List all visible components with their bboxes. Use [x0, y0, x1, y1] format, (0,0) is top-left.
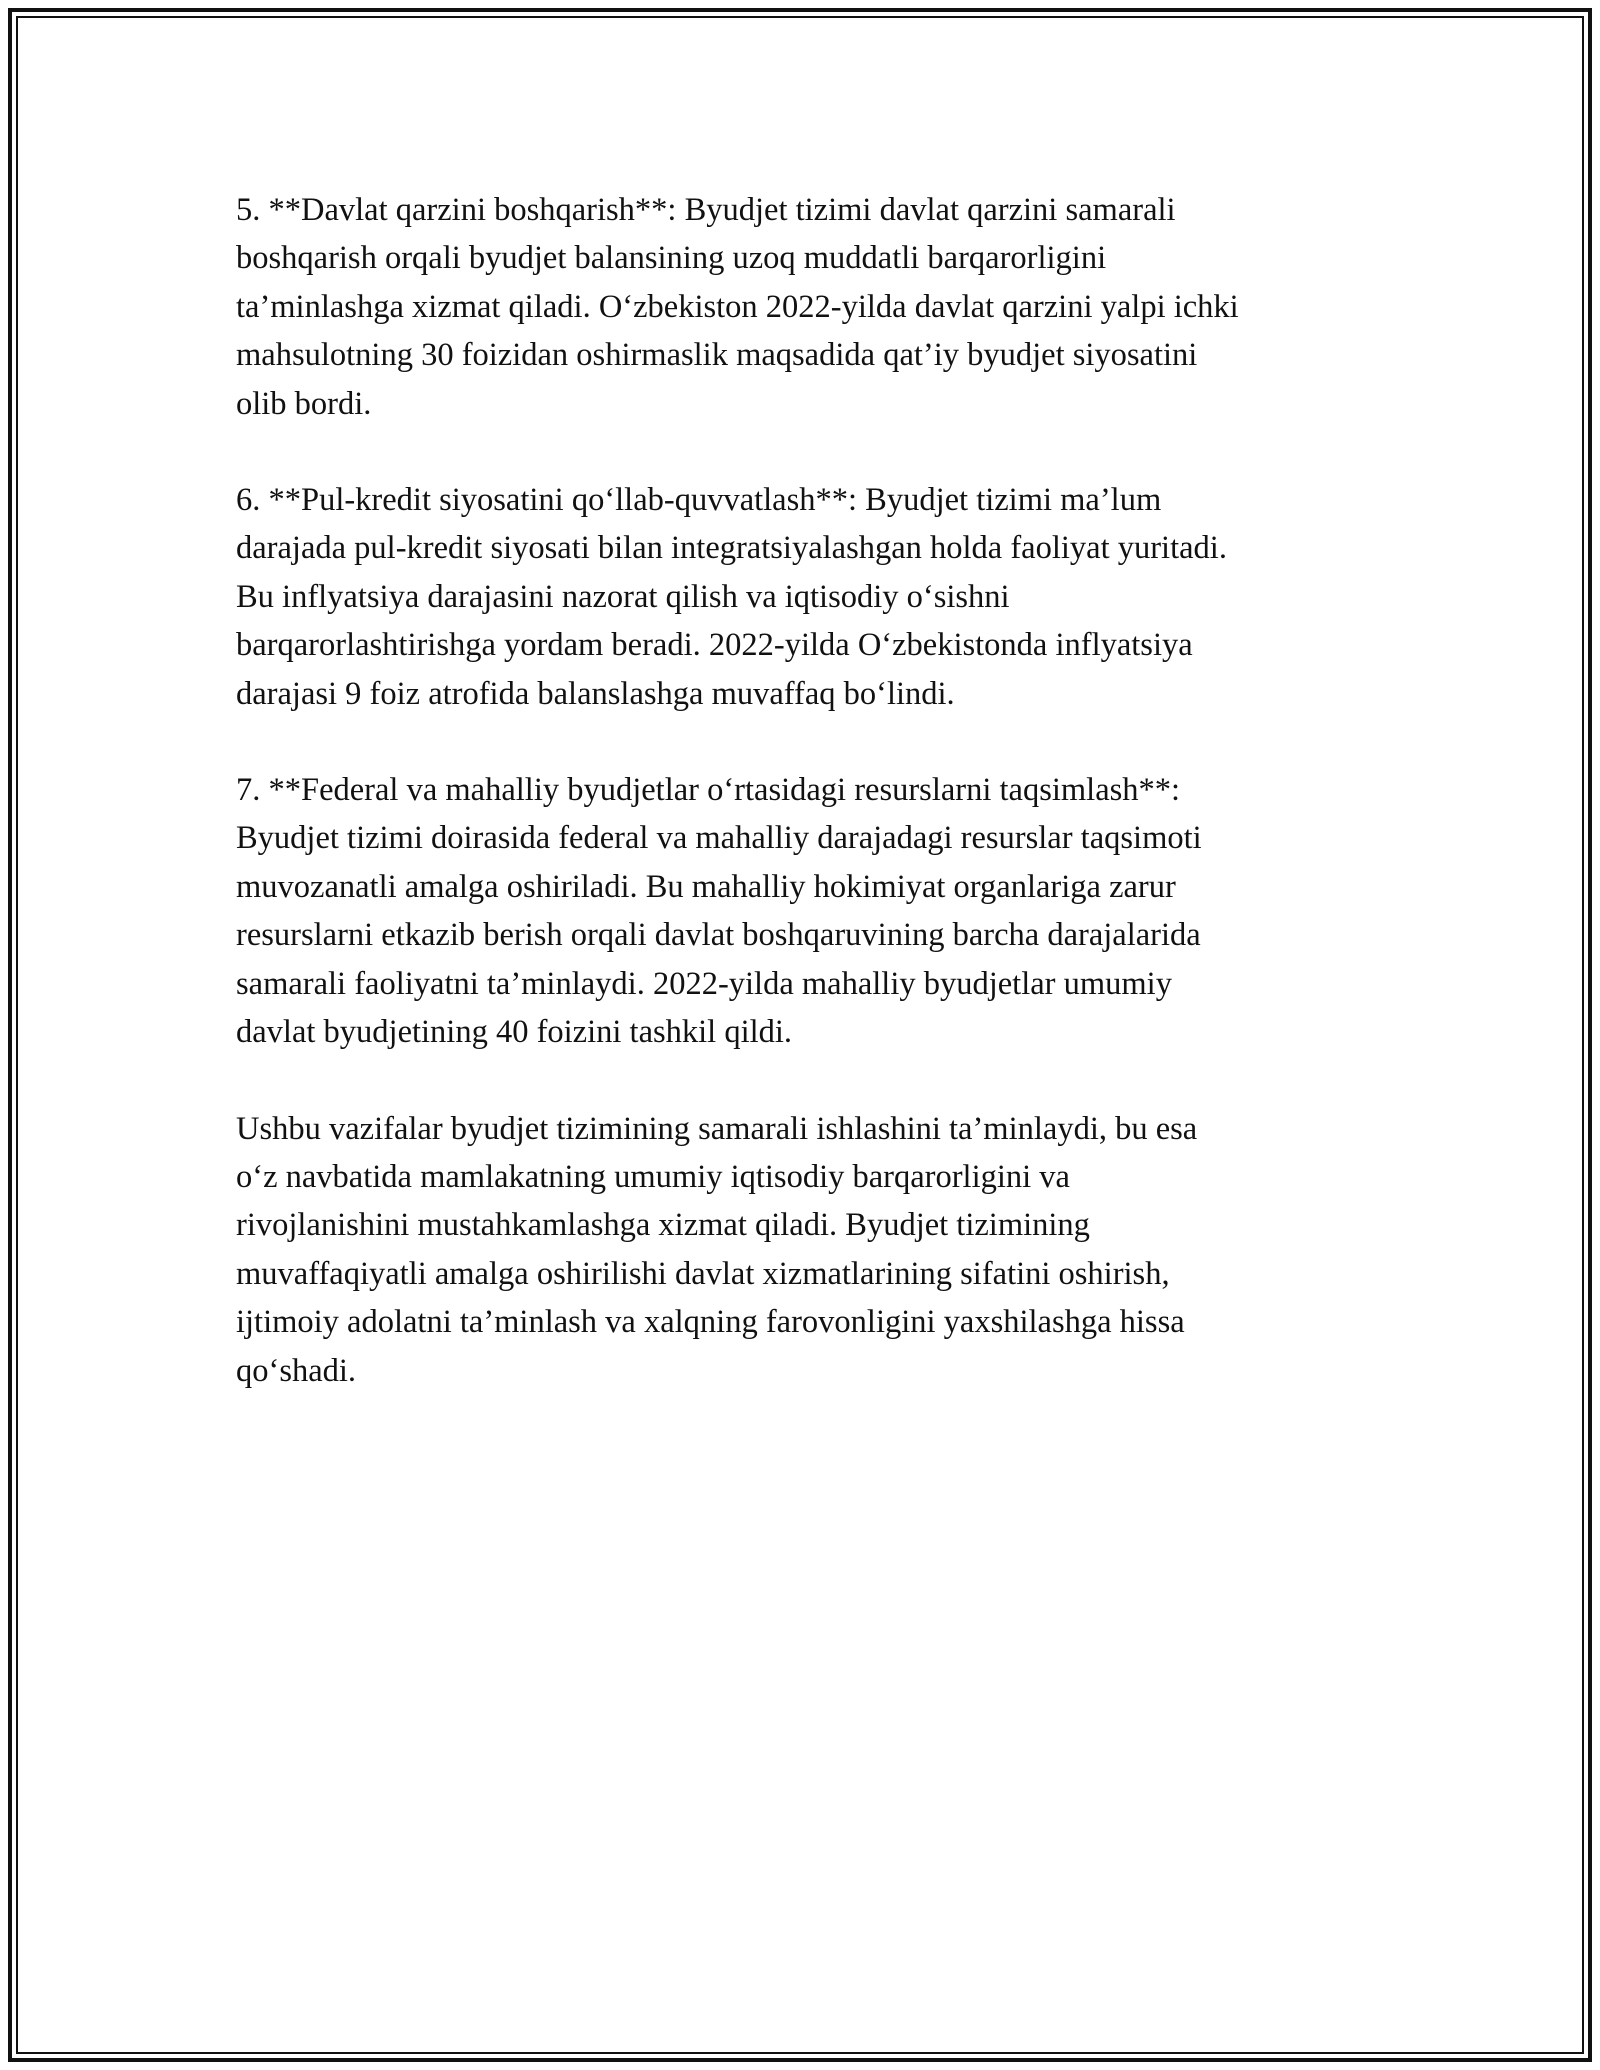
paragraph-line: 6. **Pul-kredit siyosatini qo‘llab-quvvatlash**: Byudjet tizimi ma’lum — [236, 482, 1162, 519]
document-body — [236, 186, 1386, 1443]
paragraph-line: darajasi 9 foiz atrofida balanslashga muvaffaq bo‘lindi. — [236, 675, 955, 712]
paragraph-conclusion — [236, 1105, 1386, 1395]
paragraph-line: olib bordi. — [236, 385, 372, 422]
paragraph-line: muvaffaqiyatli amalga oshirilishi davlat xizmatlarining sifatini oshirish, — [236, 1255, 1170, 1292]
paragraph-line: mahsulotning 30 foizidan oshirmaslik maqsadida qat’iy byudjet siyosatini — [236, 337, 1198, 374]
paragraph-line: Ushbu vazifalar byudjet tizimining samarali ishlashini ta’minlaydi, bu esa — [236, 1110, 1198, 1147]
paragraph-resource-allocation — [236, 766, 1386, 1056]
paragraph-line: davlat byudjetining 40 foizini tashkil qildi. — [236, 1014, 793, 1051]
paragraph-debt-management — [236, 186, 1386, 428]
paragraph-line: darajada pul-kredit siyosati bilan integratsiyalashgan holda faoliyat yuritadi. — [236, 530, 1227, 567]
paragraph-line: ijtimoiy adolatni ta’minlash va xalqning farovonligini yaxshilashga hissa — [236, 1304, 1185, 1341]
paragraph-line: o‘z navbatida mamlakatning umumiy iqtisodiy barqarorligini va — [236, 1158, 1070, 1195]
paragraph-line: barqarorlashtirishga yordam beradi. 2022-yilda O‘zbekistonda inflyatsiya — [236, 627, 1193, 664]
paragraph-line: rivojlanishini mustahkamlashga xizmat qiladi. Byudjet tizimining — [236, 1207, 1090, 1244]
paragraph-line: Byudjet tizimi doirasida federal va mahalliy darajadagi resurslar taqsimoti — [236, 820, 1202, 857]
paragraph-line: ta’minlashga xizmat qiladi. O‘zbekiston 2022-yilda davlat qarzini yalpi ichki — [236, 288, 1239, 325]
paragraph-line: Bu inflyatsiya darajasini nazorat qilish va iqtisodiy o‘sishni — [236, 578, 1010, 615]
paragraph-monetary-policy — [236, 476, 1386, 718]
paragraph-line: muvozanatli amalga oshiriladi. Bu mahalliy hokimiyat organlariga zarur — [236, 868, 1176, 905]
paragraph-line: samarali faoliyatni ta’minlaydi. 2022-yilda mahalliy byudjetlar umumiy — [236, 965, 1172, 1002]
paragraph-line: 7. **Federal va mahalliy byudjetlar o‘rtasidagi resurslarni taqsimlash**: — [236, 772, 1181, 809]
paragraph-line: boshqarish orqali byudjet balansining uzoq muddatli barqarorligini — [236, 240, 1107, 277]
paragraph-line: qo‘shadi. — [236, 1352, 357, 1389]
paragraph-line: resurslarni etkazib berish orqali davlat boshqaruvining barcha darajalarida — [236, 917, 1201, 954]
paragraph-line: 5. **Davlat qarzini boshqarish**: Byudjet tizimi davlat qarzini samarali — [236, 192, 1176, 228]
